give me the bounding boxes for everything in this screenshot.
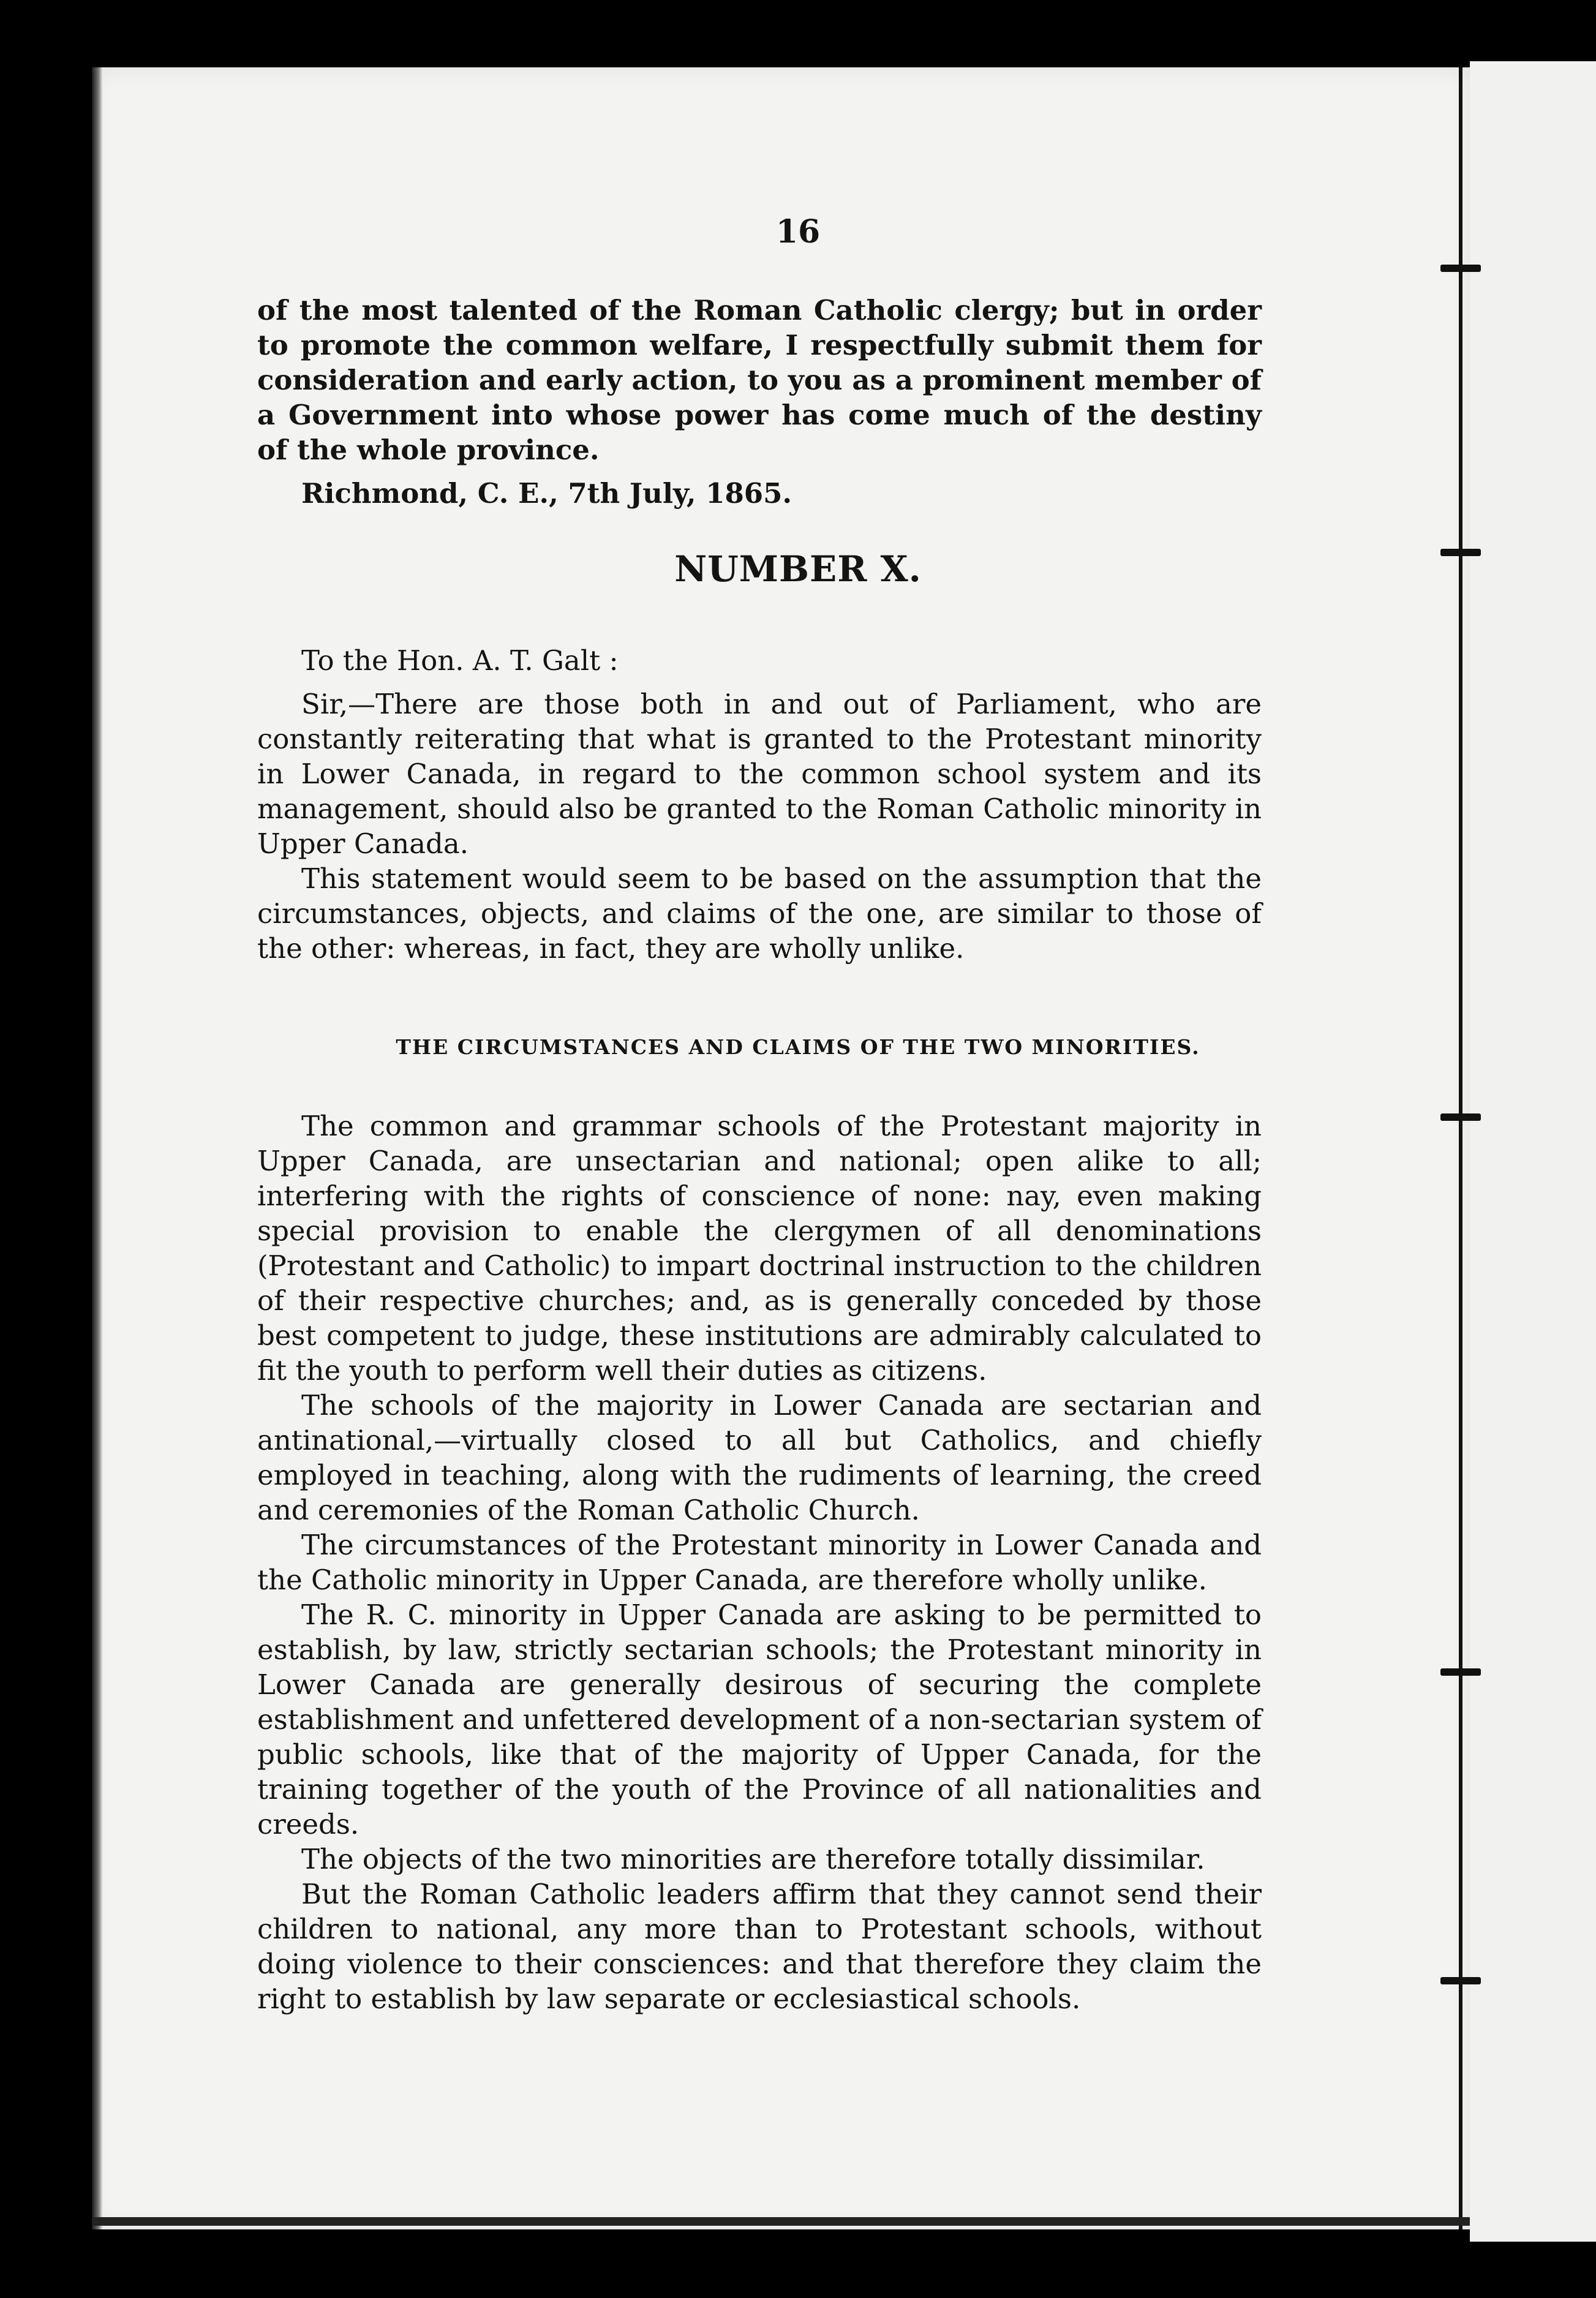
page-number: 16 bbox=[775, 213, 821, 251]
section-paragraph: The common and grammar schools of the Protestant majority in Upper Canada, are unsectarian and national; open alike to all; interfering with the rights of conscience of none: nay, even making special provision to enable the clergymen of all denominations (Protestant and Catholic) to impart doctrinal instruction to the children of their respective churches; and, as is generally conceded by those best competent to judge, these institutions are admirably calculated to fit the youth to perform well their duties as citizens. bbox=[257, 1110, 1262, 1387]
letter-paragraph: This statement would seem to be based on the assumption that the circumstances, objects, and claims of the one, are similar to those of the other: whereas, in fact, they are wholly unlike. bbox=[257, 862, 1262, 965]
binding-stitch bbox=[1440, 1977, 1481, 1984]
section-paragraph: But the Roman Catholic leaders affirm that they cannot send their children to national, any more than to Protestant schools, without doing violence to their consciences: and that therefore they claim the right to establish by law separate or ecclesiastical schools. bbox=[257, 1878, 1262, 2015]
section-paragraph: The R. C. minority in Upper Canada are asking to be permitted to establish, by law, strictly sectarian schools; the Protestant minority in Lower Canada are generally desirous of securing the complete establishment and unfettered development of a non-sectarian system of public schools, like that of the majority of Upper Canada, for the training together of the youth of the Province of all nationalities and creeds. bbox=[257, 1599, 1262, 1840]
opening-block bbox=[257, 293, 1262, 511]
section-paragraph: The schools of the majority in Lower Canada are sectarian and antinational,—virtually closed to all but Catholics, and chiefly employed in teaching, along with the rudiments of learning, the creed and ceremonies of the Roman Catholic Church. bbox=[257, 1389, 1262, 1526]
section-heading: THE CIRCUMSTANCES AND CLAIMS OF THE TWO MINORITIES. bbox=[396, 1035, 1200, 1059]
binding-stitch bbox=[1440, 265, 1481, 272]
binding-stitch bbox=[1440, 1113, 1481, 1121]
opening-paragraph: of the most talented of the Roman Catholic clergy; but in order to promote the common welfare, I respectfully submit them for consideration and early action, to you as a prominent member of a Government into whose power has come much of the destiny of the whole province. bbox=[257, 294, 1262, 466]
section-paragraph: The circumstances of the Protestant minority in Lower Canada and the Catholic minority in Upper Canada, are therefore wholly unlike. bbox=[257, 1529, 1262, 1596]
binding-line bbox=[1459, 67, 1462, 2229]
letter-paragraph: Sir,—There are those both in and out of Parliament, who are constantly reiterating that what is granted to the Protestant minority in Lower Canada, in regard to the common school system and its management, should also be granted to the Roman Catholic minority in Upper Canada. bbox=[257, 688, 1262, 860]
binding-margin bbox=[1470, 61, 1596, 2242]
page-bottom-edge bbox=[92, 2217, 1470, 2226]
section-block bbox=[257, 1109, 1262, 2016]
letter-block bbox=[257, 643, 1262, 966]
scan-top-border bbox=[0, 0, 1596, 67]
section-paragraph: The objects of the two minorities are therefore totally dissimilar. bbox=[301, 1843, 1205, 1875]
binding-stitch bbox=[1440, 1668, 1481, 1676]
page-left-edge bbox=[92, 67, 103, 2229]
number-heading: NUMBER X. bbox=[674, 548, 922, 590]
salutation: To the Hon. A. T. Galt : bbox=[301, 644, 619, 677]
date-line: Richmond, C. E., 7th July, 1865. bbox=[301, 477, 792, 510]
